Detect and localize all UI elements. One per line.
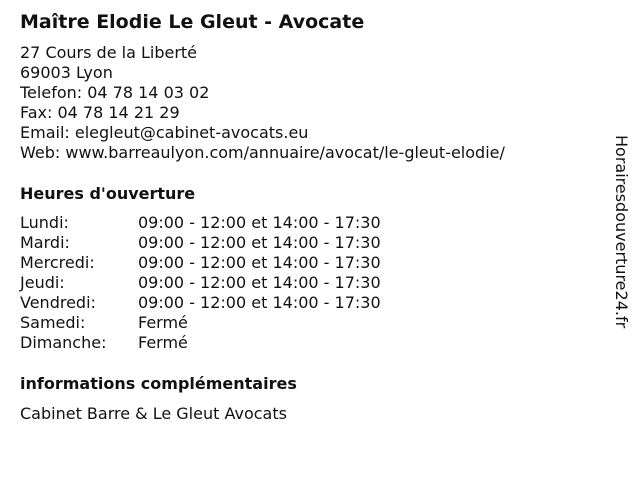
phone-number: Telefon: 04 78 14 03 02	[20, 83, 210, 102]
day-hours: 09:00 - 12:00 et 14:00 - 17:30	[138, 253, 381, 272]
day-label: Jeudi:	[20, 273, 65, 292]
day-label: Samedi:	[20, 313, 86, 332]
day-hours: 09:00 - 12:00 et 14:00 - 17:30	[138, 233, 381, 252]
day-label: Mercredi:	[20, 253, 95, 272]
address-city: 69003 Lyon	[20, 63, 113, 82]
day-hours: 09:00 - 12:00 et 14:00 - 17:30	[138, 293, 381, 312]
website-url: Web: www.barreaulyon.com/annuaire/avocat/le-gleut-elodie/	[20, 143, 505, 162]
contact-block	[20, 43, 505, 163]
day-hours: Fermé	[138, 313, 188, 332]
page-title: Maître Elodie Le Gleut - Avocate	[20, 11, 365, 33]
address-street: 27 Cours de la Liberté	[20, 43, 198, 62]
day-hours: 09:00 - 12:00 et 14:00 - 17:30	[138, 273, 381, 292]
day-hours: Fermé	[138, 333, 188, 352]
additional-info-text: Cabinet Barre & Le Gleut Avocats	[20, 404, 287, 423]
day-hours: 09:00 - 12:00 et 14:00 - 17:30	[138, 213, 381, 232]
site-watermark: Horairesdouverture24.fr	[612, 135, 631, 329]
additional-info-heading: informations complémentaires	[20, 374, 297, 393]
day-label: Vendredi:	[20, 293, 96, 312]
day-label: Lundi:	[20, 213, 69, 232]
day-label: Dimanche:	[20, 333, 107, 352]
opening-hours-heading: Heures d'ouverture	[20, 184, 196, 203]
fax-number: Fax: 04 78 14 21 29	[20, 103, 180, 122]
day-label: Mardi:	[20, 233, 70, 252]
email-address: Email: elegleut@cabinet-avocats.eu	[20, 123, 309, 142]
